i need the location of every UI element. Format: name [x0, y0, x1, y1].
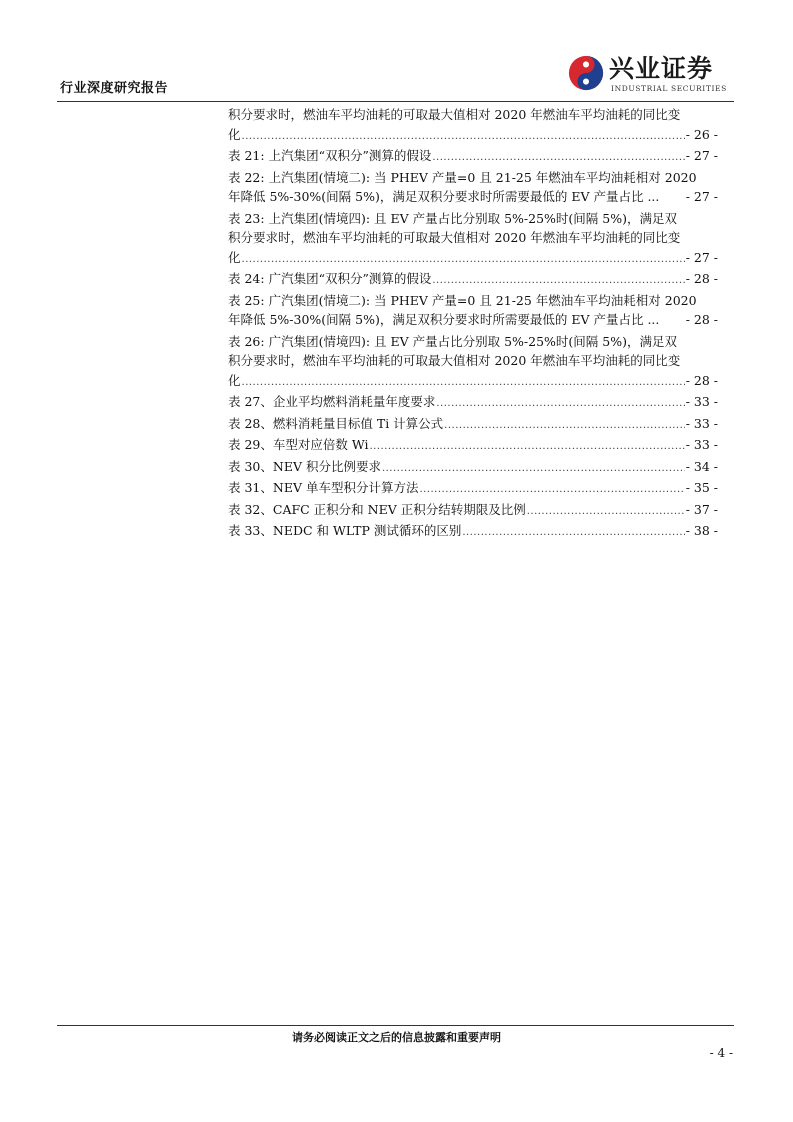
toc-page-number: - 26 -: [685, 126, 718, 142]
dot-leader: [432, 271, 684, 291]
dot-leader: [462, 523, 684, 543]
toc-page-number: - 27 -: [685, 249, 718, 265]
toc-entry-text: 表 32、CAFC 正积分和 NEV 正积分结转期限及比例: [228, 501, 526, 517]
toc-page-number: - 35 -: [685, 480, 718, 495]
dot-leader: [242, 250, 685, 270]
logo-mark-icon: [567, 54, 605, 92]
toc-page-number: - 34 -: [685, 458, 718, 474]
toc-entry-text: 积分要求时，燃油车平均油耗的可取最大值相对 2020 年燃油车平均油耗的同比变: [228, 230, 681, 245]
logo-english-name: INDUSTRIAL SECURITIES: [611, 84, 727, 93]
toc-page-number: - 37 -: [685, 501, 718, 517]
toc-entry-text: 积分要求时，燃油车平均油耗的可取最大值相对 2020 年燃油车平均油耗的同比变: [228, 353, 681, 368]
header-divider: [57, 101, 734, 102]
toc-page-number: - 38 -: [685, 523, 718, 538]
toc-entry-text: 表 33、NEDC 和 WLTP 测试循环的区别: [228, 523, 462, 538]
disclaimer-notice: 请务必阅读正文之后的信息披露和重要声明: [292, 1031, 501, 1044]
toc-page-number: - 28 -: [685, 312, 718, 327]
dot-leader: [419, 480, 684, 500]
toc-entry[interactable]: [228, 209, 718, 270]
dot-leader: [436, 394, 684, 414]
footer-divider: [57, 1025, 734, 1026]
toc-entry[interactable]: [228, 414, 718, 436]
report-type-title: 行业深度研究报告: [60, 81, 169, 96]
toc-entry-text: 表 27、企业平均燃料消耗量年度要求: [228, 394, 436, 409]
toc-entry[interactable]: [228, 105, 718, 146]
toc-entry[interactable]: [228, 457, 718, 479]
toc-page-number: - 28 -: [685, 271, 718, 286]
dot-leader: [444, 416, 685, 436]
toc-page-number: - 33 -: [685, 437, 718, 452]
toc-entry-text: 表 24: 广汽集团“双积分”测算的假设: [228, 271, 432, 286]
toc-entry-text: 化: [228, 372, 241, 388]
toc-entry-text: 表 31、NEV 单车型积分计算方法: [228, 480, 419, 495]
company-logo: [567, 52, 737, 98]
toc-entry-text: 积分要求时，燃油车平均油耗的可取最大值相对 2020 年燃油车平均油耗的同比变: [228, 107, 681, 122]
toc-entry[interactable]: [228, 435, 718, 457]
toc-entry[interactable]: [228, 146, 718, 168]
toc-entry-text: 表 29、车型对应倍数 Wi: [228, 437, 369, 452]
table-of-contents: [228, 105, 718, 543]
toc-entry-text: 年降低 5%-30%(间隔 5%)，满足双积分要求时所需要最低的 EV 产量占比 ...: [228, 189, 660, 204]
toc-entry-text: 表 30、NEV 积分比例要求: [228, 458, 381, 474]
toc-page-number: - 27 -: [685, 189, 718, 204]
toc-entry[interactable]: [228, 168, 718, 209]
toc-page-number: - 33 -: [685, 415, 718, 431]
dot-leader: [527, 502, 685, 522]
dot-leader: [242, 373, 685, 393]
toc-entry-text: 表 23: 上汽集团(情境四): 且 EV 产量占比分别取 5%-25%时(间隔 5%)，满足双: [228, 210, 677, 226]
toc-entry[interactable]: [228, 478, 718, 500]
logo-chinese-name: 兴业证券: [609, 54, 714, 83]
dot-leader: [369, 437, 684, 457]
toc-entry[interactable]: [228, 521, 718, 543]
page-number: - 4 -: [709, 1046, 733, 1060]
toc-entry-text: 表 22: 上汽集团(情境二): 当 PHEV 产量=0 且 21-25 年燃油车平均油耗相对 2020: [228, 169, 697, 185]
dot-leader: [242, 127, 685, 147]
toc-entry[interactable]: [228, 500, 718, 522]
toc-page-number: - 28 -: [685, 372, 718, 388]
dot-leader: [382, 459, 685, 479]
toc-entry-text: 表 28、燃料消耗量目标值 Ti 计算公式: [228, 415, 444, 431]
toc-entry[interactable]: [228, 269, 718, 291]
toc-entry-text: 表 25: 广汽集团(情境二): 当 PHEV 产量=0 且 21-25 年燃油车平均油耗相对 2020: [228, 292, 697, 308]
toc-entry-text: 年降低 5%-30%(间隔 5%)，满足双积分要求时所需要最低的 EV 产量占比 ...: [228, 312, 660, 327]
toc-entry[interactable]: [228, 291, 718, 332]
toc-entry-text: 表 21: 上汽集团“双积分”测算的假设: [228, 148, 432, 163]
toc-entry-text: 化: [228, 249, 241, 265]
toc-entry-text: 表 26: 广汽集团(情境四): 且 EV 产量占比分别取 5%-25%时(间隔 5%)，满足双: [228, 333, 677, 349]
toc-page-number: - 33 -: [685, 394, 718, 409]
toc-page-number: - 27 -: [685, 148, 718, 163]
toc-entry[interactable]: [228, 332, 718, 393]
toc-entry-text: 化: [228, 126, 241, 142]
dot-leader: [432, 148, 684, 168]
toc-entry[interactable]: [228, 392, 718, 414]
